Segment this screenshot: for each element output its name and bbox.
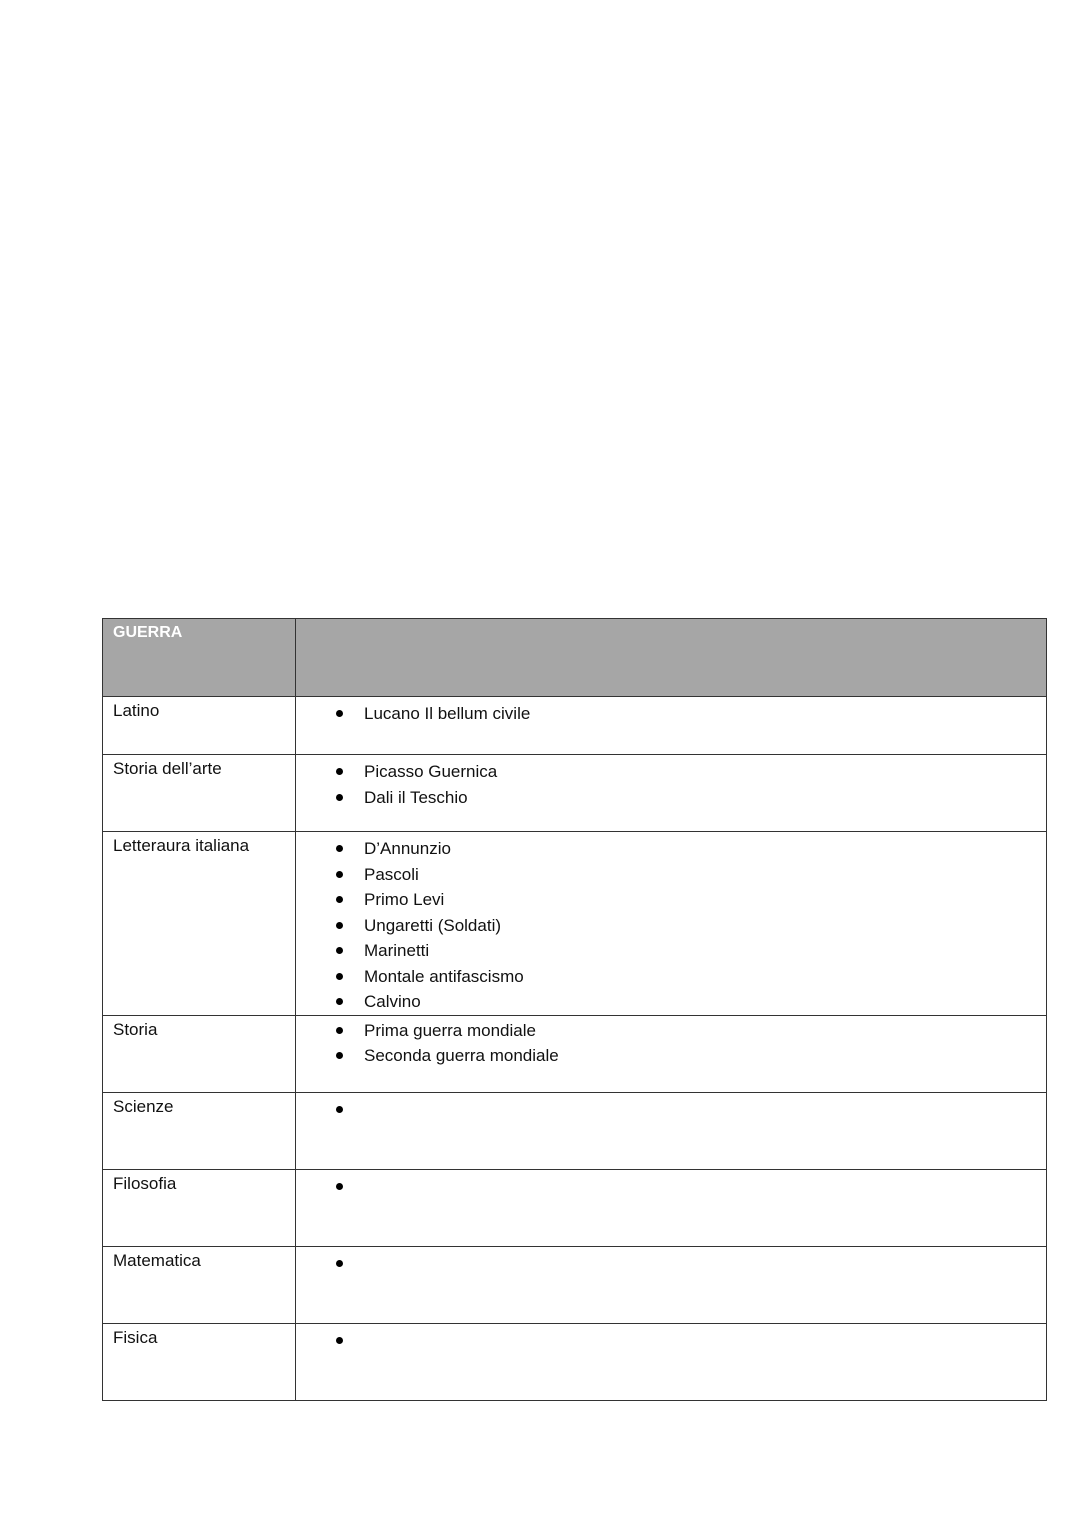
topics-cell bbox=[296, 1169, 1047, 1246]
subject-label: Storia bbox=[113, 1019, 158, 1039]
bullet-icon bbox=[336, 947, 343, 954]
subject-cell bbox=[103, 1092, 296, 1169]
topic-text: Pascoli bbox=[364, 864, 419, 884]
topic-item bbox=[296, 913, 1046, 939]
topic-item bbox=[296, 1251, 1046, 1277]
bullet-icon bbox=[336, 768, 343, 775]
subject-cell bbox=[103, 1323, 296, 1400]
topic-item bbox=[296, 862, 1046, 888]
table-header-row bbox=[103, 619, 1047, 697]
table-row bbox=[103, 697, 1047, 755]
topic-text: Ungaretti (Soldati) bbox=[364, 915, 502, 935]
topics-cell bbox=[296, 1092, 1047, 1169]
bullet-icon bbox=[336, 845, 343, 852]
subject-label: Filosofia bbox=[113, 1173, 177, 1193]
table-row bbox=[103, 1323, 1047, 1400]
topics-cell bbox=[296, 832, 1047, 1016]
bullet-icon bbox=[336, 710, 343, 717]
header-empty-cell bbox=[296, 619, 1047, 697]
topic-list bbox=[296, 1170, 1046, 1200]
bullet-icon bbox=[336, 794, 343, 801]
topic-item bbox=[296, 1018, 1046, 1044]
topic-text: Primo Levi bbox=[364, 890, 445, 909]
topics-cell bbox=[296, 755, 1047, 832]
table-row bbox=[103, 755, 1047, 832]
subject-cell bbox=[103, 1246, 296, 1323]
topic-text: Calvino bbox=[364, 992, 421, 1011]
bullet-icon bbox=[336, 871, 343, 878]
table-row bbox=[103, 1169, 1047, 1246]
table-row bbox=[103, 1092, 1047, 1169]
topic-text: Picasso Guernica bbox=[364, 762, 498, 781]
bullet-icon bbox=[336, 1027, 343, 1034]
topic-item bbox=[296, 1097, 1046, 1123]
subject-label: Letteraura italiana bbox=[113, 836, 250, 855]
subject-cell bbox=[103, 697, 296, 755]
subject-label: Storia dell’arte bbox=[113, 759, 222, 778]
topic-item bbox=[296, 785, 1046, 811]
topic-text: Lucano Il bellum civile bbox=[364, 704, 531, 723]
topic-text: Montale antifascismo bbox=[364, 966, 524, 986]
topic-text: Prima guerra mondiale bbox=[364, 1020, 536, 1040]
bullet-icon bbox=[336, 998, 343, 1005]
header-title-cell bbox=[103, 619, 296, 697]
subject-label: Fisica bbox=[113, 1327, 158, 1347]
topic-item bbox=[296, 964, 1046, 990]
topic-item bbox=[296, 887, 1046, 913]
subject-cell bbox=[103, 1169, 296, 1246]
topic-item bbox=[296, 836, 1046, 862]
subject-label: Latino bbox=[113, 701, 160, 720]
topic-item bbox=[296, 938, 1046, 964]
topic-list bbox=[296, 697, 1046, 727]
bullet-icon bbox=[336, 922, 343, 929]
bullet-icon bbox=[336, 1106, 343, 1113]
topics-cell bbox=[296, 1246, 1047, 1323]
bullet-icon bbox=[336, 1183, 343, 1190]
topic-item bbox=[296, 759, 1046, 785]
topic-item bbox=[296, 1043, 1046, 1069]
bullet-icon bbox=[336, 973, 343, 980]
topic-list bbox=[296, 1016, 1046, 1069]
bullet-icon bbox=[336, 896, 343, 903]
topics-cell bbox=[296, 1015, 1047, 1092]
topics-cell bbox=[296, 1323, 1047, 1400]
table-row bbox=[103, 1015, 1047, 1092]
topic-text: D’Annunzio bbox=[364, 839, 451, 858]
table-row bbox=[103, 832, 1047, 1016]
topic-text: Marinetti bbox=[364, 941, 430, 960]
topic-text: Seconda guerra mondiale bbox=[364, 1046, 559, 1065]
topic-list bbox=[296, 832, 1046, 1015]
topic-item bbox=[296, 989, 1046, 1015]
subject-cell bbox=[103, 1015, 296, 1092]
subject-label: Matematica bbox=[113, 1250, 201, 1270]
topic-list bbox=[296, 1247, 1046, 1277]
topic-item bbox=[296, 1328, 1046, 1354]
subject-cell bbox=[103, 755, 296, 832]
topic-item bbox=[296, 701, 1046, 727]
topic-item bbox=[296, 1174, 1046, 1200]
bullet-icon bbox=[336, 1337, 343, 1344]
subject-cell bbox=[103, 832, 296, 1016]
bullet-icon bbox=[336, 1052, 343, 1059]
topic-list bbox=[296, 1093, 1046, 1123]
subject-topics-table bbox=[102, 618, 1047, 1401]
table-title: GUERRA bbox=[113, 624, 183, 641]
topics-cell bbox=[296, 697, 1047, 755]
bullet-icon bbox=[336, 1260, 343, 1267]
subject-label: Scienze bbox=[113, 1096, 174, 1116]
topic-text: Dali il Teschio bbox=[364, 787, 468, 807]
table-row bbox=[103, 1246, 1047, 1323]
topic-list bbox=[296, 1324, 1046, 1354]
topic-list bbox=[296, 755, 1046, 810]
